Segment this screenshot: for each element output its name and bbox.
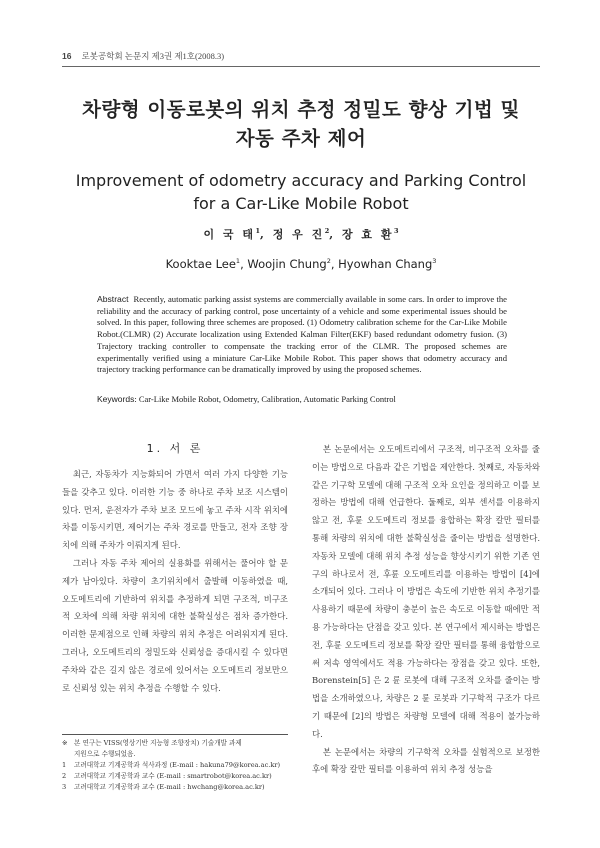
- author-en-3: Hyowhan Chang: [338, 257, 433, 271]
- author-en-1-affil: 1: [235, 257, 241, 265]
- page-number: 16: [62, 51, 72, 61]
- running-header: [62, 50, 540, 62]
- english-authors: [62, 257, 540, 271]
- author-ko-3-affil: 3: [394, 227, 399, 235]
- keywords-label: Keywords: [97, 394, 135, 404]
- korean-title-line2: 자동 주차 제어: [235, 127, 367, 150]
- left-column: [62, 466, 288, 697]
- author-ko-2-affil: 2: [324, 227, 330, 235]
- footnotes: [62, 738, 288, 793]
- footnote-rule: [62, 734, 288, 735]
- author-ko-2: 정 우 진: [272, 228, 325, 241]
- body-paragraph: 최근, 자동차가 지능화되어 가면서 여러 가지 다양한 기능들을 갖추고 있다. 이러한 기능 중 하나로 주차 보조 시스템이 있다. 먼저, 운전자가 주차 보조 모드에 놓고 주차 시작 위치에 차를 이동시키면, 제어기는 주차 경로를 만들고, 전자 조향 장치에 의해 주차가 이뤄지게 된다.: [62, 469, 288, 551]
- author-en-2-affil: 2: [326, 257, 331, 265]
- header-rule: [62, 66, 540, 67]
- footnote-text: 지원으로 수행되었음.: [74, 750, 136, 758]
- english-title-line1: Improvement of odometry accuracy and Parking Control: [75, 171, 527, 190]
- footnote: [62, 760, 288, 771]
- korean-title-line1: 차량형 이동로봇의 위치 추정 정밀도 향상 기법 및: [82, 98, 520, 121]
- keywords-text: : Car-Like Mobile Robot, Odometry, Calibration, Automatic Parking Control: [134, 394, 396, 404]
- footnote-mark: ※: [62, 739, 68, 747]
- english-title-line2: for a Car-Like Mobile Robot: [193, 194, 409, 213]
- korean-authors: [62, 226, 540, 242]
- author-en-3-affil: 3: [432, 257, 437, 265]
- footnote: [62, 782, 288, 793]
- author-separator: ,: [260, 228, 273, 241]
- footnote: [62, 749, 288, 760]
- footnote-text: 고려대학교 기계공학과 교수 (E-mail : hwchang@korea.ac.kr): [74, 783, 265, 791]
- footnote-mark: 2: [62, 772, 67, 780]
- body-paragraph: 본 논문에서는 차량의 기구학적 오차를 실험적으로 보정한 후에 확장 칼만 필터를 이용하여 위치 추정 성능을: [312, 746, 540, 775]
- footnote-mark: 1: [62, 761, 67, 769]
- footnote-text: 고려대학교 기계공학과 석사과정 (E-mail : hakuna79@korea.ac.kr): [74, 761, 281, 769]
- author-ko-1-affil: 1: [255, 227, 261, 235]
- journal-info: 로봇공학회 논문지 제3권 제1호(2008.3): [81, 51, 225, 61]
- author-en-2: Woojin Chung: [247, 257, 327, 271]
- right-column: [312, 441, 540, 779]
- author-ko-3: 장 효 환: [341, 228, 394, 241]
- korean-title: [62, 95, 540, 153]
- abstract-text: Recently, automatic parking assist systems are commercially available in some cars. In order to improve the reliability and the accuracy of parking control, pose uncertainty of a vehicle and some experimental issues should be solved. In this paper, following three schemes are proposed. (1) Odometry calibration scheme for the Car-Like Mobile Robot.(CLMR) (2) Accurate localization using Extended Kalman Filter(EKF) based redundant odometry fusion. (3) Trajectory tracking controller to compensate the tracking error of the CLMR. The proposed schemes are experimentally verified using a miniature Car-Like Mobile Robot. This paper shows that odometry accuracy and trajectory tracking performance can be dramatically improved by using the proposed schemes.: [97, 294, 507, 375]
- abstract: [97, 294, 507, 376]
- body-paragraph: 본 논문에서는 오도메트리에서 구조적, 비구조적 오차를 줄이는 방법으로 다음과 같은 기법을 제안한다. 첫째로, 자동차와 같은 기구학 모델에 대해 구조적 오차 요인을 정의하고 이를 보정하는 방법에 대해 언급한다. 둘째로, 외부 센서를 이용하지 않고 전, 후륜 오도메트리 정보를 융합하는 확장 칼만 필터를 통해 차량의 위치에 대한 불확실성을 줄이는 방법을 설명한다. 자동차 모델에 대해 위치 추정 성능을 향상시키기 위한 기존 연구의 하나로서 전, 후륜 오도메트리를 이용하는 방법이 [4]에 소개되어 있다. 그러나 이 방법은 속도에 기반한 위치 추정기를 사용하기 때문에 차량이 충분이 높은 속도로 이동할 때에만 적용 가능하다는 단점을 갖고 있다. 본 연구에서 제시하는 방법은 전, 후륜 오도메트리 정보를 확장 칼만 필터를 통해 융합함으로써 저속 영역에서도 적용 가능하다는 장점을 갖고 있다. 또한, Borenstein[5] 은 2 륜 로봇에 대해 구조적 오차를 줄이는 방법을 소개하였으나, 차량은 2 륜 로봇과 기구학적 구조가 다르기 때문에 [2]의 방법은 차량형 모델에 대해 적용이 불가능하다.: [312, 444, 540, 739]
- footnote-text: 고려대학교 기계공학과 교수 (E-mail : smartrobot@korea.ac.kr): [74, 772, 272, 780]
- section-title-introduction: 1. 서 론: [146, 442, 204, 455]
- english-title: [62, 169, 540, 215]
- abstract-label: Abstract: [97, 294, 129, 304]
- author-en-1: Kooktae Lee: [165, 257, 236, 271]
- keywords: [97, 393, 507, 405]
- footnote: [62, 771, 288, 782]
- footnote-mark: 3: [62, 783, 67, 791]
- footnote: [62, 738, 288, 749]
- author-ko-1: 이 국 태: [203, 228, 256, 241]
- author-separator: ,: [240, 257, 248, 271]
- body-paragraph: 그러나 자동 주차 제어의 실용화를 위해서는 풀어야 할 문제가 남아있다. 차량이 초기위치에서 출발해 이동하였을 때, 오도메트리에 기반하여 위치를 추정하게 되면 구조적, 비구조적 오차에 의해 차량 위치에 대한 불확실성은 점차 증가한다. 이러한 문제점으로 인해 차량의 위치 추정은 어려워지게 된다. 그러나, 오도메트리의 정밀도와 신뢰성을 증대시킬 수 있다면 주차와 같은 길지 않은 경로에 있어서는 오도메트리 정보만으로 신뢰성 있는 위치 추정을 수행할 수 있다.: [62, 557, 288, 693]
- author-separator: ,: [329, 228, 342, 241]
- footnote-text: 본 연구는 VISS(영상기반 지능형 조향장치) 기술개발 과제: [74, 739, 242, 747]
- author-separator: ,: [330, 257, 339, 271]
